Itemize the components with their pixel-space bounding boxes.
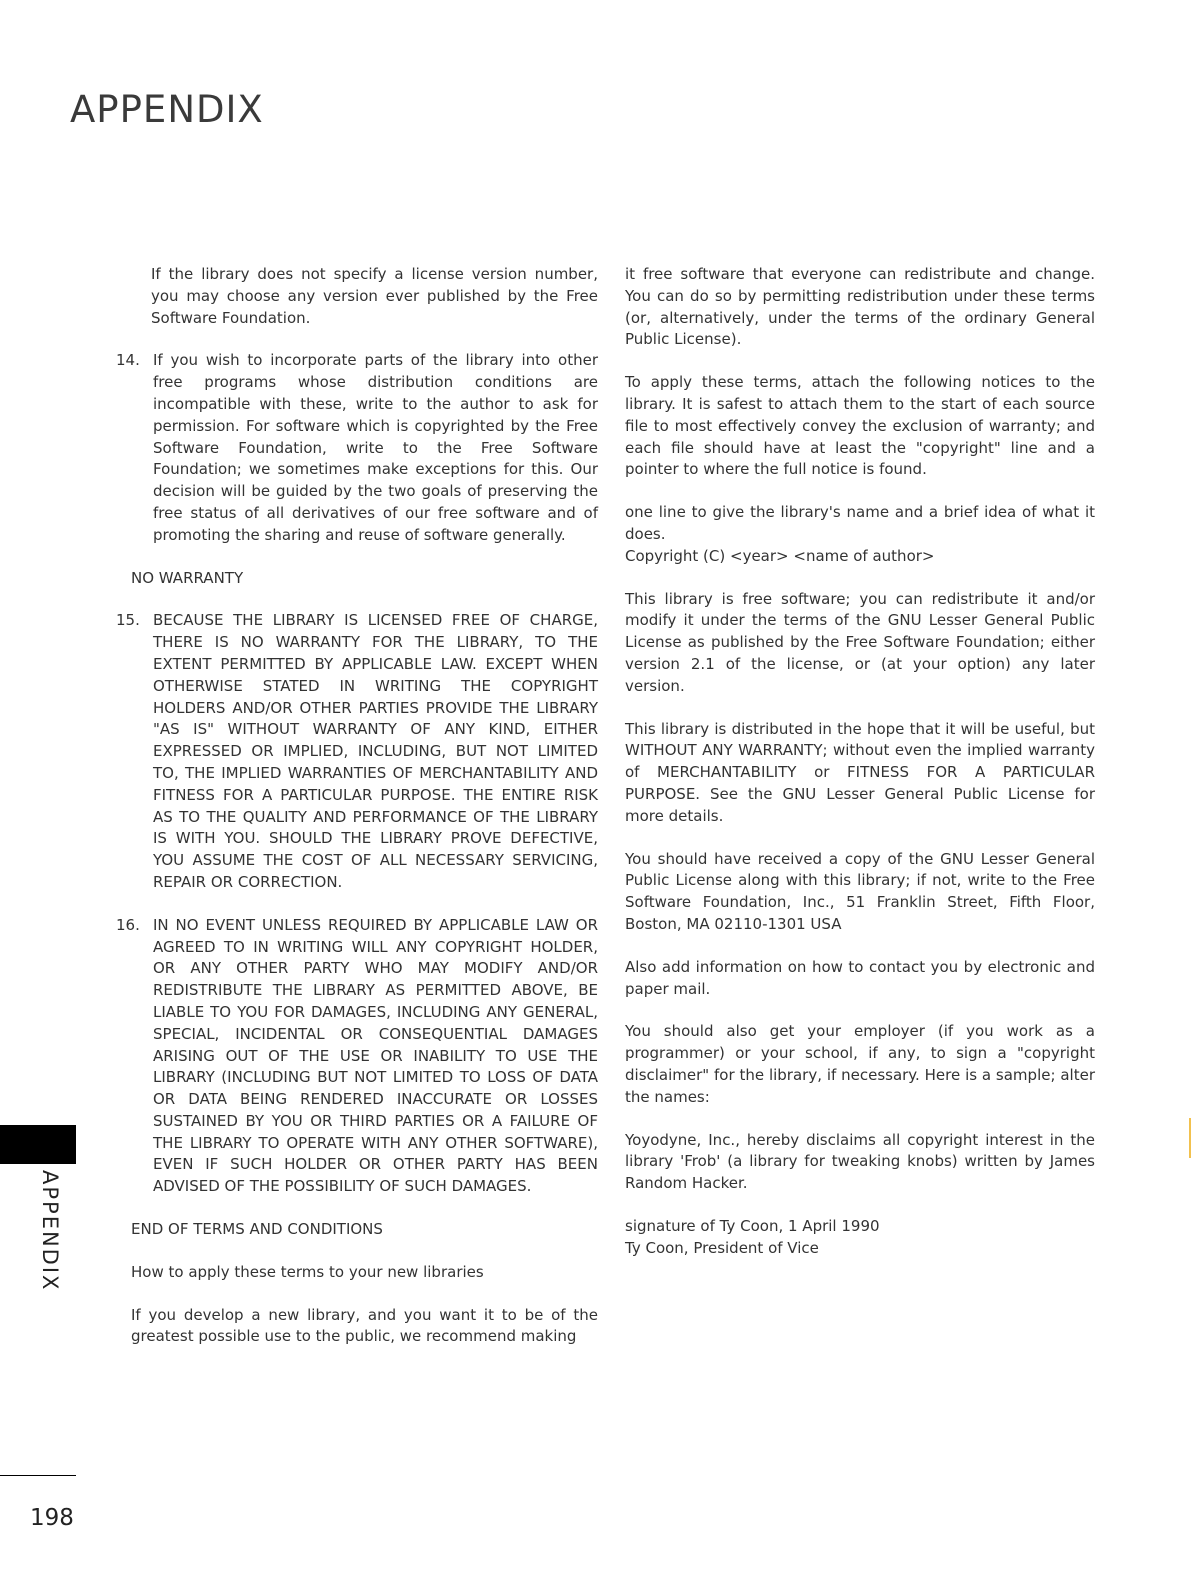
clause-number: 15.: [116, 611, 140, 630]
paragraph-version: If the library does not specify a license version number, you may choose any version ever published by the Free Software Foundation.: [151, 265, 598, 327]
clause-14: [116, 350, 598, 546]
section-heading-no-warranty: NO WARRANTY: [131, 568, 244, 587]
paragraph-yoyodyne: Yoyodyne, Inc., hereby disclaims all copyright interest in the library 'Frob' (a library for tweaking knobs) written by James Random Hacker.: [625, 1130, 1095, 1193]
clause-text: IN NO EVENT UNLESS REQUIRED BY APPLICABLE LAW OR AGREED TO IN WRITING WILL ANY COPYRIGHT HOLDER, OR ANY OTHER PARTY WHO MAY MODIFY AND/OR REDISTRIBUTE THE LIBRARY AS PERMITTED ABOVE, BE LIABLE TO YOU FOR DAMAGES, INCLUDING ANY GENERAL, SPECIAL, INCIDENTAL OR CONSEQUENTIAL DAMAGES ARISING OUT OF THE USE OR INABILITY TO USE THE LIBRARY (INCLUDING BUT NOT LIMITED TO LOSS OF DATA OR DATA BEING RENDERED INACCURATE OR LOSSES SUSTAINED BY YOU OR THIRD PARTIES OR A FAILURE OF THE LIBRARY TO OPERATE WITH ANY OTHER SOFTWARE), EVEN IF SUCH HOLDER OR OTHER PARTY HAS BEEN ADVISED OF THE POSSIBILITY OF SUCH DAMAGES.: [153, 915, 598, 1196]
paragraph-free-software: This library is free software; you can redistribute it and/or modify it under the terms of the GNU Lesser General Public License as published by the Free Software Foundation; either version 2.1 of the license, or (at your option) any later version.: [625, 589, 1095, 695]
side-tab-marker: [0, 1125, 76, 1164]
paragraph-distributed: This library is distributed in the hope that it will be useful, but WITHOUT ANY WARRANTY; without even the implied warranty of MERCHANTABILITY or FITNESS FOR A PARTICULAR PURPOSE. See the GNU Lesser General Public License for more details.: [625, 719, 1095, 825]
clause-16: [116, 915, 598, 1198]
section-heading-how-to-apply: How to apply these terms to your new libraries: [131, 1262, 484, 1281]
paragraph-ty-coon: Ty Coon, President of Vice: [625, 1238, 819, 1257]
paragraph-develop: If you develop a new library, and you want it to be of the greatest possible use to the public, we recommend making: [131, 1305, 598, 1346]
footer-divider: [0, 1475, 76, 1476]
clause-number: 14.: [116, 351, 140, 370]
paragraph-copyright: Copyright (C) <year> <name of author>: [625, 546, 935, 565]
page-number: 198: [30, 1505, 74, 1531]
clause-15: [116, 610, 598, 893]
paragraph-continue: it free software that everyone can redistribute and change. You can do so by permitting redistribution under these terms (or, alternatively, under the terms of the ordinary General Public License).: [625, 265, 1095, 349]
paragraph-contact: Also add information on how to contact you by electronic and paper mail.: [625, 957, 1095, 998]
right-column: [625, 264, 1095, 1280]
left-column: [116, 264, 598, 1369]
paragraph-employer: You should also get your employer (if you work as a programmer) or your school, if any, to sign a "copyright disclaimer" for the library, if necessary. Here is a sample; alter the names:: [625, 1022, 1095, 1106]
side-tab-label: APPENDIX: [38, 1170, 62, 1292]
paragraph-one-line: one line to give the library's name and a brief idea of what it does.: [625, 503, 1095, 543]
version-paragraph-block: [131, 264, 598, 329]
clause-number: 16.: [116, 915, 140, 934]
paragraph-apply: To apply these terms, attach the following notices to the library. It is safest to attach them to the start of each source file to most effectively convey the exclusion of warranty; and each file should have at least the "copyright" line and a pointer to where the full notice is found.: [625, 373, 1095, 479]
paragraph-received: You should have received a copy of the GNU Lesser General Public License along with this library; if not, write to the Free Software Foundation, Inc., 51 Franklin Street, Fifth Floor, Boston, MA 02110-1301 USA: [625, 849, 1095, 933]
paragraph-signature: signature of Ty Coon, 1 April 1990: [625, 1216, 880, 1235]
section-heading-end-of-terms: END OF TERMS AND CONDITIONS: [131, 1220, 383, 1239]
clause-text: If you wish to incorporate parts of the library into other free programs whose distribution conditions are incompatible with these, write to the author to ask for permission. For software which is copyrighted by the Free Software Foundation, write to the Free Software Foundation; we sometimes make exceptions for this. Our decision will be guided by the two goals of preserving the free status of all derivatives of our free software and of promoting the sharing and reuse of software generally.: [153, 351, 598, 544]
page-title: APPENDIX: [70, 88, 264, 131]
clause-text: BECAUSE THE LIBRARY IS LICENSED FREE OF CHARGE, THERE IS NO WARRANTY FOR THE LIBRARY, TO THE EXTENT PERMITTED BY APPLICABLE LAW. EXCEPT WHEN OTHERWISE STATED IN WRITING THE COPYRIGHT HOLDERS AND/OR OTHER PARTIES PROVIDE THE LIBRARY "AS IS" WITHOUT WARRANTY OF ANY KIND, EITHER EXPRESSED OR IMPLIED, INCLUDING, BUT NOT LIMITED TO, THE IMPLIED WARRANTIES OF MERCHANTABILITY AND FITNESS FOR A PARTICULAR PURPOSE. THE ENTIRE RISK AS TO THE QUALITY AND PERFORMANCE OF THE LIBRARY IS WITH YOU. SHOULD THE LIBRARY PROVE DEFECTIVE, YOU ASSUME THE COST OF ALL NECESSARY SERVICING, REPAIR OR CORRECTION.: [153, 611, 598, 891]
